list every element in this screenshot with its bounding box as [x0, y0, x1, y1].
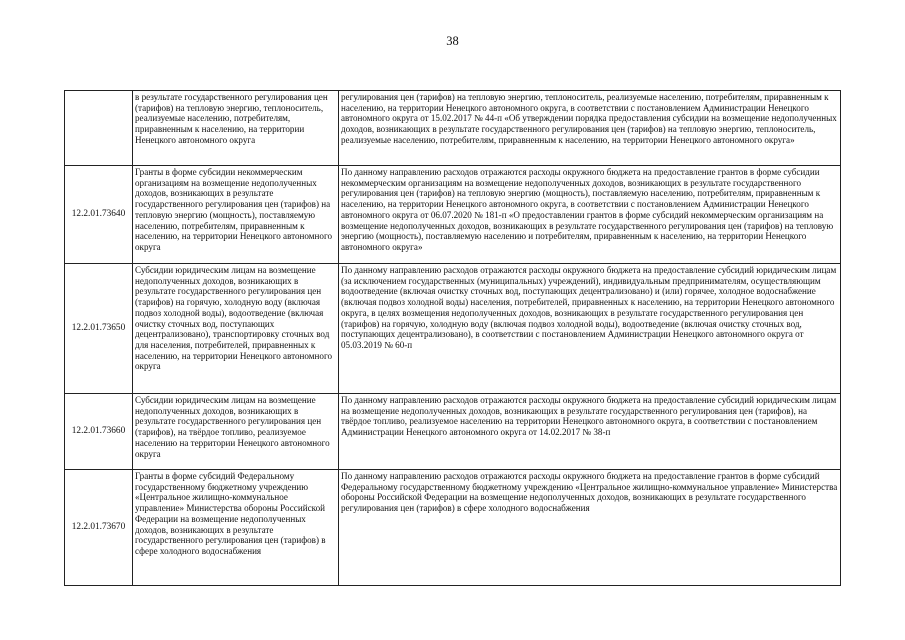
row-description: По данному направлению расходов отражаются расходы окружного бюджета на предоставление субсидий юридическим лицам (за исключением государственных (муниципальных) учреждений), индивидуальным предпринимателям, осуществляющим водоотведение (включая очистку сточных вод, поступающих децентрализовано) и (или) горячее, холодное водоснабжение (включая подвоз холодной воды) населения, потребителей, приравненных к населению, на территории Ненецкого автономного округа, в целях возмещения недополученных доходов, возникающих в результате государственного регулирования цен (тарифов) на горячую, холодную воду (включая подвоз холодной воды), водоотведение (включая очистку сточных вод, поступающих децентрализовано), в соответствии с постановлением Администрации Ненецкого автономного округа от 05.03.2019 № 60-п — [339, 264, 841, 394]
table-row — [65, 470, 841, 586]
row-name: Субсидии юридическим лицам на возмещение недополученных доходов, возникающих в результате государственного регулирования цен (тарифов), на твёрдое топливо, реализуемое населению на территории Ненецкого автономного округа — [133, 394, 339, 470]
budget-classification-table — [64, 90, 841, 586]
table-row — [65, 394, 841, 470]
row-code — [65, 91, 133, 166]
page-number: 38 — [446, 34, 459, 48]
row-code: 12.2.01.73670 — [65, 470, 133, 586]
table-row — [65, 91, 841, 166]
row-description: регулирования цен (тарифов) на тепловую энергию, теплоноситель, реализуемые населению, потребителям, приравненным к населению, на территории Ненецкого автономного округа, в соответствии с постановлением Администрации Ненецкого автономного округа от 15.02.2017 № 44-п «Об утверждении порядка предоставления субсидии на возмещение недополученных доходов, возникающих в результате государственного регулирования цен (тарифов) на тепловую энергию, теплоноситель, реализуемые населению, потребителям, приравненным к населению, на территории Ненецкого автономного округа» — [339, 91, 841, 166]
row-description: По данному направлению расходов отражаются расходы окружного бюджета на предоставление грантов в форме субсидий Федеральному государственному бюджетному учреждению «Центральное жилищно-коммунальное управление» Министерства обороны Российской Федерации на возмещение недополученных доходов, возникающих в результате государственного регулирования цен (тарифов) в сфере холодного водоснабжения — [339, 470, 841, 586]
row-code: 12.2.01.73650 — [65, 264, 133, 394]
table-row — [65, 166, 841, 264]
row-code: 12.2.01.73640 — [65, 166, 133, 264]
row-name: Гранты в форме субсидий Федеральному государственному бюджетному учреждению «Центральное жилищно-коммунальное управление» Министерства обороны Российской Федерации на возмещение недополученных доходов, возникающих в результате государственного регулирования цен (тарифов) в сфере холодного водоснабжения — [133, 470, 339, 586]
table-row — [65, 264, 841, 394]
row-description: По данному направлению расходов отражаются расходы окружного бюджета на предоставление грантов в форме субсидии некоммерческим организациям на возмещение недополученных доходов, возникающих в результате государственного регулирования цен (тарифов) на тепловую энергию (мощность), поставляемую населению, потребителям, приравненным к населению, на территории Ненецкого автономного округа, в соответствии с постановлением Администрации Ненецкого автономного округа от 06.07.2020 № 181-п «О предоставлении грантов в форме субсидий некоммерческим организациям на возмещение недополученных доходов, возникающих в результате государственного регулирования цен (тарифов) на тепловую энергию (мощность), поставляемую населению и потребителям, приравненным к населению, на территории Ненецкого автономного округа» — [339, 166, 841, 264]
row-description: По данному направлению расходов отражаются расходы окружного бюджета на предоставление субсидий юридическим лицам на возмещение недополученных доходов, возникающих в результате государственного регулирования цен (тарифов), на твёрдое топливо, реализуемое населению на территории Ненецкого автономного округа, в соответствии с постановлением Администрации Ненецкого автономного округа от 14.02.2017 № 38-п — [339, 394, 841, 470]
row-name: Субсидии юридическим лицам на возмещение недополученных доходов, возникающих в результате государственного регулирования цен (тарифов) на горячую, холодную воду (включая подвоз холодной воды), водоотведение (включая очистку сточных вод, поступающих децентрализовано), транспортировку сточных вод для населения, потребителей, приравненных к населению, на территории Ненецкого автономного округа — [133, 264, 339, 394]
row-code: 12.2.01.73660 — [65, 394, 133, 470]
row-name: Гранты в форме субсидии некоммерческим организациям на возмещение недополученных доходов, возникающих в результате государственного регулирования цен (тарифов) на тепловую энергию (мощность), поставляемую населению, потребителям, приравненным к населению, на территории Ненецкого автономного округа — [133, 166, 339, 264]
row-name: в результате государственного регулирования цен (тарифов) на тепловую энергию, теплоноситель, реализуемые населению, потребителям, приравненным к населению, на территории Ненецкого автономного округа — [133, 91, 339, 166]
